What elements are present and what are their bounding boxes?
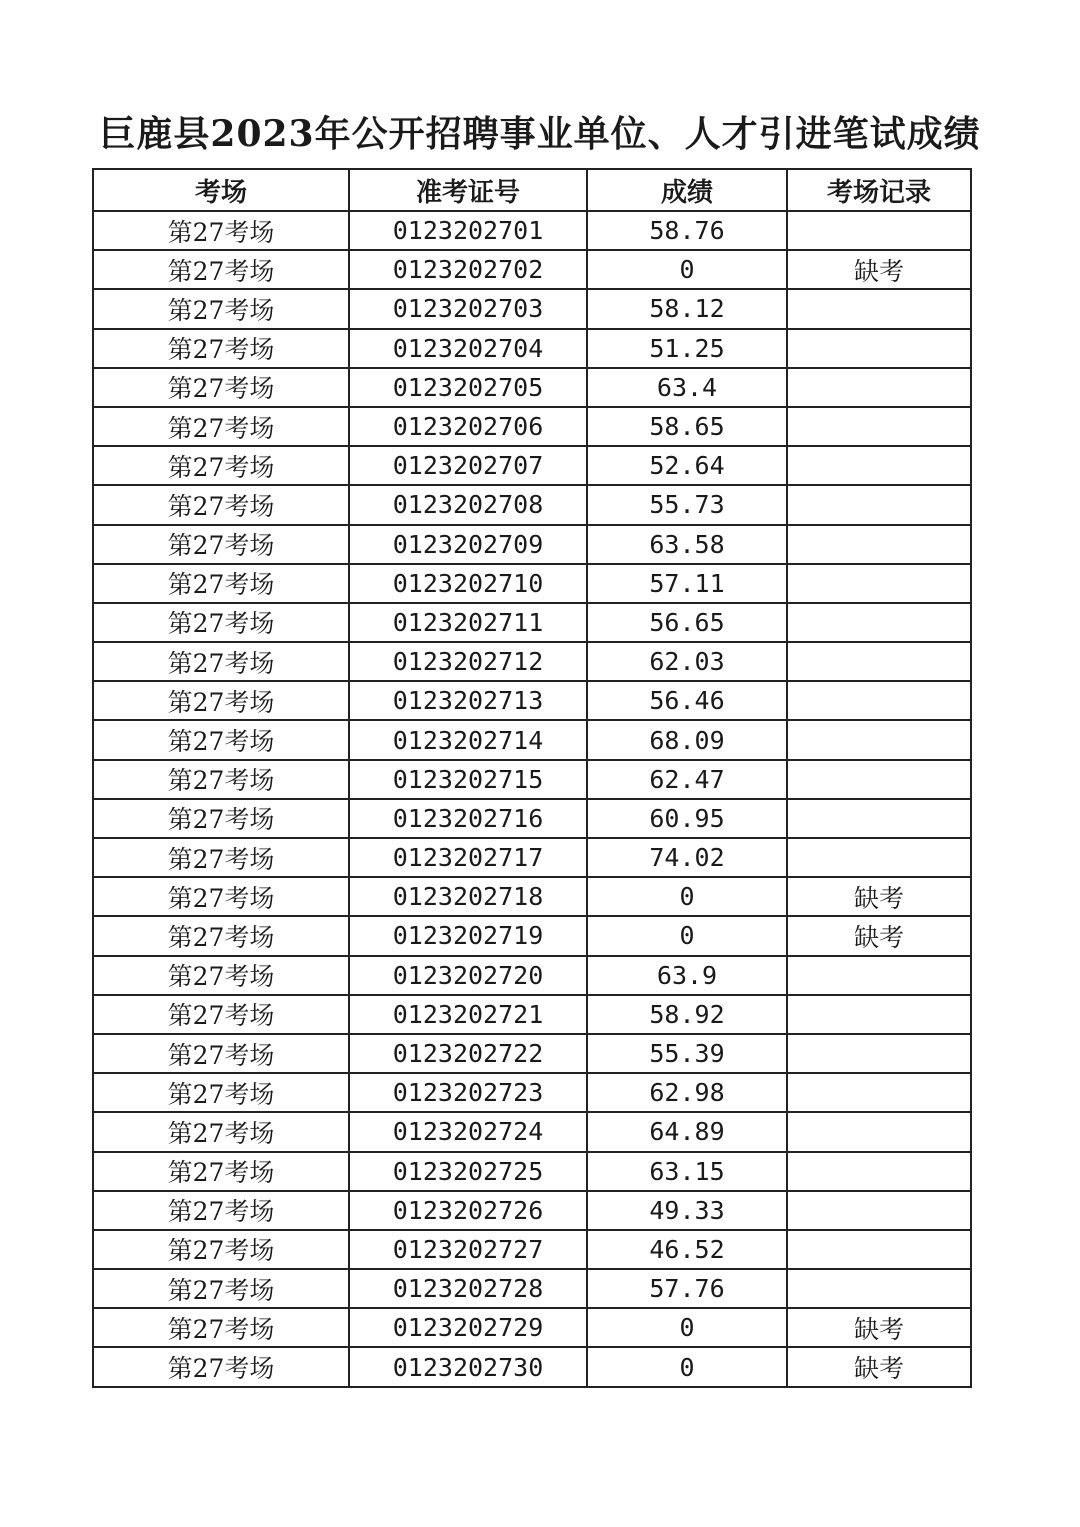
room-cell: 第27考场 <box>93 1034 349 1073</box>
record-cell <box>787 446 971 485</box>
record-cell <box>787 760 971 799</box>
room-cell: 第27考场 <box>93 1112 349 1151</box>
record-cell <box>787 1269 971 1308</box>
ticket-number-cell: 0123202703 <box>349 289 587 328</box>
table-row <box>93 760 971 799</box>
record-cell <box>787 289 971 328</box>
ticket-number-cell: 0123202706 <box>349 407 587 446</box>
score-cell: 0 <box>587 250 787 289</box>
record-cell <box>787 1191 971 1230</box>
record-cell <box>787 407 971 446</box>
room-cell: 第27考场 <box>93 250 349 289</box>
table-row <box>93 1191 971 1230</box>
room-cell: 第27考场 <box>93 407 349 446</box>
record-cell <box>787 485 971 524</box>
ticket-number-cell: 0123202710 <box>349 564 587 603</box>
score-cell: 49.33 <box>587 1191 787 1230</box>
ticket-number-cell: 0123202724 <box>349 1112 587 1151</box>
table-row <box>93 485 971 524</box>
ticket-number-cell: 0123202725 <box>349 1152 587 1191</box>
score-cell: 62.47 <box>587 760 787 799</box>
score-cell: 58.92 <box>587 995 787 1034</box>
ticket-number-cell: 0123202723 <box>349 1073 587 1112</box>
ticket-number-cell: 0123202712 <box>349 642 587 681</box>
record-cell: 缺考 <box>787 250 971 289</box>
record-cell <box>787 211 971 250</box>
ticket-number-cell: 0123202719 <box>349 916 587 955</box>
table-row <box>93 681 971 720</box>
record-cell <box>787 720 971 759</box>
room-cell: 第27考场 <box>93 1191 349 1230</box>
table-row <box>93 603 971 642</box>
score-cell: 52.64 <box>587 446 787 485</box>
record-cell: 缺考 <box>787 1347 971 1386</box>
table-row <box>93 1308 971 1347</box>
room-cell: 第27考场 <box>93 1308 349 1347</box>
room-cell: 第27考场 <box>93 995 349 1034</box>
table-row <box>93 916 971 955</box>
record-cell <box>787 642 971 681</box>
record-cell <box>787 1152 971 1191</box>
room-cell: 第27考场 <box>93 525 349 564</box>
ticket-number-cell: 0123202714 <box>349 720 587 759</box>
score-cell: 0 <box>587 877 787 916</box>
room-cell: 第27考场 <box>93 1347 349 1386</box>
room-cell: 第27考场 <box>93 681 349 720</box>
table-row <box>93 1112 971 1151</box>
room-cell: 第27考场 <box>93 799 349 838</box>
record-cell <box>787 956 971 995</box>
column-header-ticket-number: 准考证号 <box>349 169 587 211</box>
column-header-record: 考场记录 <box>787 169 971 211</box>
ticket-number-cell: 0123202704 <box>349 329 587 368</box>
room-cell: 第27考场 <box>93 1230 349 1269</box>
record-cell <box>787 995 971 1034</box>
room-cell: 第27考场 <box>93 211 349 250</box>
record-cell: 缺考 <box>787 916 971 955</box>
record-cell <box>787 1230 971 1269</box>
table-row <box>93 1152 971 1191</box>
score-cell: 60.95 <box>587 799 787 838</box>
table-body <box>93 211 971 1387</box>
record-cell <box>787 603 971 642</box>
score-cell: 58.76 <box>587 211 787 250</box>
table-row <box>93 564 971 603</box>
ticket-number-cell: 0123202711 <box>349 603 587 642</box>
score-cell: 56.65 <box>587 603 787 642</box>
room-cell: 第27考场 <box>93 720 349 759</box>
table-header-row <box>93 169 971 211</box>
room-cell: 第27考场 <box>93 485 349 524</box>
score-cell: 63.58 <box>587 525 787 564</box>
score-cell: 0 <box>587 1308 787 1347</box>
score-cell: 57.76 <box>587 1269 787 1308</box>
score-cell: 63.9 <box>587 956 787 995</box>
record-cell <box>787 681 971 720</box>
ticket-number-cell: 0123202702 <box>349 250 587 289</box>
table-row <box>93 250 971 289</box>
ticket-number-cell: 0123202730 <box>349 1347 587 1386</box>
score-cell: 64.89 <box>587 1112 787 1151</box>
score-cell: 46.52 <box>587 1230 787 1269</box>
ticket-number-cell: 0123202705 <box>349 368 587 407</box>
table-row <box>93 720 971 759</box>
record-cell: 缺考 <box>787 1308 971 1347</box>
score-cell: 55.73 <box>587 485 787 524</box>
score-cell: 63.4 <box>587 368 787 407</box>
ticket-number-cell: 0123202718 <box>349 877 587 916</box>
table-row <box>93 642 971 681</box>
table-row <box>93 407 971 446</box>
room-cell: 第27考场 <box>93 289 349 328</box>
record-cell <box>787 799 971 838</box>
score-cell: 58.12 <box>587 289 787 328</box>
ticket-number-cell: 0123202721 <box>349 995 587 1034</box>
score-table <box>92 168 972 1388</box>
table-row <box>93 1269 971 1308</box>
score-cell: 55.39 <box>587 1034 787 1073</box>
score-cell: 0 <box>587 1347 787 1386</box>
ticket-number-cell: 0123202709 <box>349 525 587 564</box>
room-cell: 第27考场 <box>93 838 349 877</box>
record-cell <box>787 838 971 877</box>
record-cell <box>787 1034 971 1073</box>
room-cell: 第27考场 <box>93 1269 349 1308</box>
page-title: 巨鹿县2023年公开招聘事业单位、人才引进笔试成绩 <box>99 113 981 155</box>
ticket-number-cell: 0123202716 <box>349 799 587 838</box>
ticket-number-cell: 0123202720 <box>349 956 587 995</box>
record-cell <box>787 525 971 564</box>
score-cell: 57.11 <box>587 564 787 603</box>
score-cell: 0 <box>587 916 787 955</box>
ticket-number-cell: 0123202717 <box>349 838 587 877</box>
table-row <box>93 525 971 564</box>
ticket-number-cell: 0123202707 <box>349 446 587 485</box>
ticket-number-cell: 0123202701 <box>349 211 587 250</box>
score-cell: 51.25 <box>587 329 787 368</box>
score-cell: 63.15 <box>587 1152 787 1191</box>
score-cell: 74.02 <box>587 838 787 877</box>
table-row <box>93 329 971 368</box>
ticket-number-cell: 0123202726 <box>349 1191 587 1230</box>
room-cell: 第27考场 <box>93 603 349 642</box>
table-row <box>93 877 971 916</box>
record-cell <box>787 329 971 368</box>
ticket-number-cell: 0123202708 <box>349 485 587 524</box>
table-row <box>93 995 971 1034</box>
room-cell: 第27考场 <box>93 760 349 799</box>
score-cell: 58.65 <box>587 407 787 446</box>
ticket-number-cell: 0123202729 <box>349 1308 587 1347</box>
ticket-number-cell: 0123202715 <box>349 760 587 799</box>
table-row <box>93 956 971 995</box>
table-row <box>93 1230 971 1269</box>
score-cell: 62.03 <box>587 642 787 681</box>
room-cell: 第27考场 <box>93 877 349 916</box>
score-cell: 62.98 <box>587 1073 787 1112</box>
ticket-number-cell: 0123202728 <box>349 1269 587 1308</box>
room-cell: 第27考场 <box>93 1152 349 1191</box>
table-row <box>93 799 971 838</box>
room-cell: 第27考场 <box>93 368 349 407</box>
room-cell: 第27考场 <box>93 642 349 681</box>
ticket-number-cell: 0123202713 <box>349 681 587 720</box>
table-row <box>93 289 971 328</box>
table-row <box>93 1073 971 1112</box>
room-cell: 第27考场 <box>93 564 349 603</box>
ticket-number-cell: 0123202722 <box>349 1034 587 1073</box>
table-row <box>93 1034 971 1073</box>
record-cell <box>787 564 971 603</box>
room-cell: 第27考场 <box>93 329 349 368</box>
column-header-score: 成绩 <box>587 169 787 211</box>
table-row <box>93 446 971 485</box>
room-cell: 第27考场 <box>93 916 349 955</box>
room-cell: 第27考场 <box>93 446 349 485</box>
room-cell: 第27考场 <box>93 956 349 995</box>
column-header-room: 考场 <box>93 169 349 211</box>
room-cell: 第27考场 <box>93 1073 349 1112</box>
table-row <box>93 1347 971 1386</box>
table-row <box>93 838 971 877</box>
record-cell <box>787 1112 971 1151</box>
table-row <box>93 211 971 250</box>
table-row <box>93 368 971 407</box>
record-cell: 缺考 <box>787 877 971 916</box>
record-cell <box>787 1073 971 1112</box>
ticket-number-cell: 0123202727 <box>349 1230 587 1269</box>
score-cell: 56.46 <box>587 681 787 720</box>
score-cell: 68.09 <box>587 720 787 759</box>
record-cell <box>787 368 971 407</box>
